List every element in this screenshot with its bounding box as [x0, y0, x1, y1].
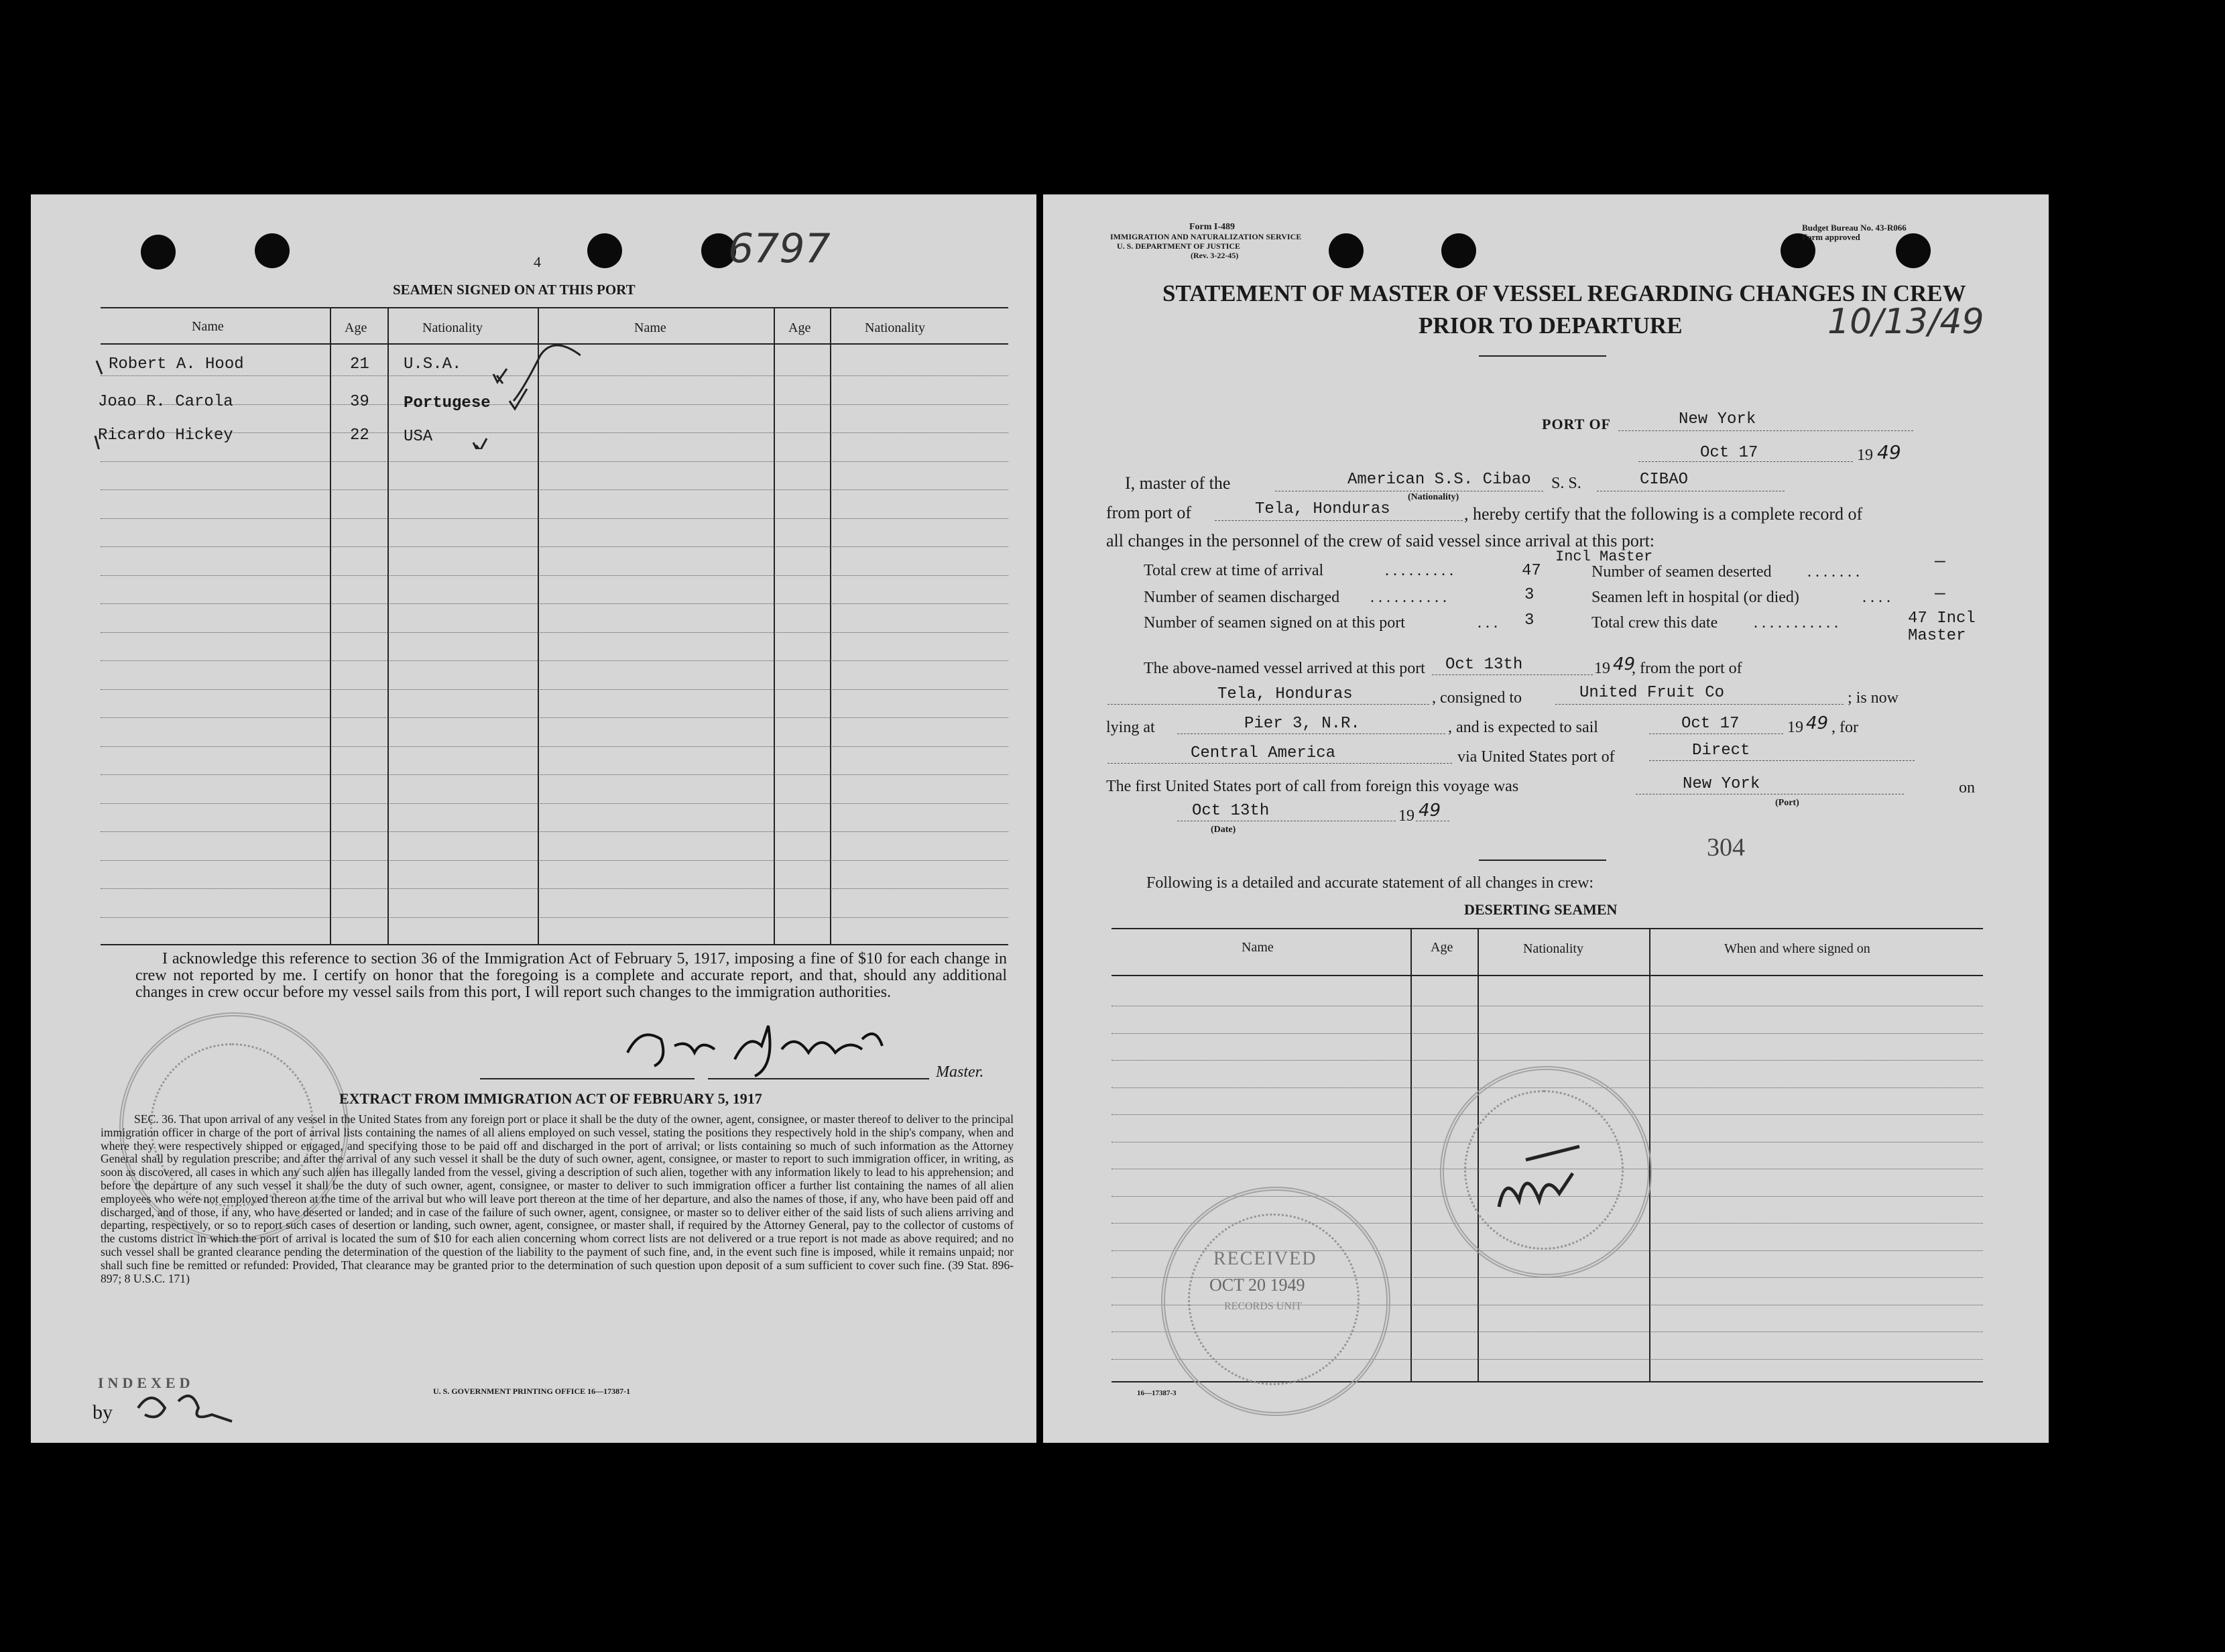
master-label: Master.: [936, 1063, 984, 1081]
agency-line-1: IMMIGRATION AND NATURALIZATION SERVICE: [1110, 232, 1302, 241]
year-prefix: 19: [1857, 447, 1873, 464]
master-signature: [621, 1012, 936, 1079]
ss-value: CIBAO: [1640, 471, 1689, 489]
seaman-name: Joao R. Carola: [98, 393, 233, 411]
changes-text: all changes in the personnel of the crew of said vessel since arrival at this port:: [1106, 531, 1655, 550]
right-page: Form I-489 IMMIGRATION AND NATURALIZATION SERVICE U. S. DEPARTMENT OF JUSTICE (Rev. 3-22-45) Budget Bureau No. 43-R066 Form approved STATEMENT OF MASTER OF VESSEL REGARDING CHANGES IN CREW PRIOR TO DEPARTURE 10/13/49 PORT OF New York Oct 17 19 49 I, master of the American S.S. Cibao (Nationality) S. S. CIBAO from port of Tela, Honduras , hereby certify that the following is a complete record of all changes in the personnel of the crew of said vessel since arrival at this port: Total crew at time of arrival ......... 47 Incl Master Number of seamen deserted ....... — Number of seamen discharged .......... 3 Seamen left in hospital (or died) .... — Number of seamen signed on at this port ... 3 Total crew this date ........... 47 Incl Master The above-named vessel arrived at this port Oct 13th 19 49 , from the port of Tela, Honduras , consigned to United Fruit Co ; is now lying at Pier 3, N.R. , and is expected to sail Oct 17 19 49 , for Central America via United States port of Direct The first United States port of call from foreign this voyage was New York (Port) on Oct 13th (Date) 19 49 304 Following is a detailed and accurate statement of all changes in crew: DESERTING SEAMEN Name Age Nationality When and where signed on RECEIVED OCT 20 1949 RECORDS UNIT 16—17387-3: [1043, 194, 2049, 1443]
discharged-value: 3: [1524, 586, 1535, 604]
table-row-line: [101, 461, 1008, 462]
signature-line: [708, 1078, 929, 1079]
fill-line: [1215, 520, 1463, 521]
table-row-line: [101, 575, 1008, 576]
date-caption: (Date): [1211, 825, 1236, 835]
fill-line: [1618, 430, 1913, 431]
header-name: Name: [1242, 940, 1274, 955]
initials-signature: [131, 1381, 239, 1428]
port-label: PORT OF: [1542, 416, 1611, 432]
table-row-line: [101, 917, 1008, 918]
year-value: 49: [1877, 441, 1901, 463]
seaman-nationality: USA: [404, 428, 433, 446]
table-row-line: [101, 546, 1008, 547]
section-rule: [1479, 860, 1606, 861]
nationality-vessel: American S.S. Cibao: [1347, 471, 1531, 489]
indexed-stamp: INDEXED: [98, 1374, 194, 1391]
punch-hole: [1329, 233, 1364, 268]
table-bottom-rule: [101, 944, 1008, 945]
arrived-year: 49: [1613, 654, 1636, 674]
page-number: 4: [534, 253, 541, 270]
header-nationality: Nationality: [422, 320, 483, 335]
deserting-title: DESERTING SEAMEN: [1464, 901, 1618, 918]
is-now-label: ; is now: [1848, 689, 1899, 707]
header-when-where: When and where signed on: [1724, 941, 1870, 956]
table-column-rule: [830, 307, 831, 944]
deserted-label: Number of seamen deserted: [1591, 563, 1772, 581]
total-crew-arrival-value: 47: [1522, 562, 1541, 580]
arrived-value: Oct 13th: [1445, 656, 1523, 674]
officer-initials: [1486, 1133, 1620, 1240]
handwritten-number: 6797: [728, 225, 831, 272]
title-line-1: STATEMENT OF MASTER OF VESSEL REGARDING CHANGES IN CREW: [1162, 280, 1966, 306]
signed-on-value: 3: [1524, 611, 1535, 630]
hospital-label: Seamen left in hospital (or died): [1591, 589, 1799, 606]
sail-label: , and is expected to sail: [1448, 719, 1598, 736]
table-row-line: [101, 603, 1008, 604]
first-port-value: New York: [1683, 775, 1760, 793]
table-row-line: [101, 831, 1008, 832]
master-of-label: I, master of the: [1125, 473, 1231, 493]
consignee-value: United Fruit Co: [1579, 684, 1725, 702]
budget-line-1: Budget Bureau No. 43-R066: [1802, 223, 1907, 233]
revision: (Rev. 3-22-45): [1191, 251, 1239, 260]
seaman-age: 39: [350, 393, 369, 411]
signature-line: [480, 1078, 695, 1079]
first-port-label: The first United States port of call from foreign this voyage was: [1106, 778, 1519, 795]
header-name-2: Name: [634, 320, 666, 335]
fill-line: [1432, 674, 1593, 675]
via-value: Direct: [1692, 742, 1750, 760]
punch-hole: [141, 235, 176, 270]
table-top-rule: [101, 307, 1008, 308]
table-row-line: [101, 632, 1008, 633]
table-row-line: [101, 774, 1008, 775]
seaman-age: 22: [350, 426, 369, 445]
header-age-2: Age: [788, 320, 811, 335]
fill-line: [1107, 704, 1429, 705]
fill-line: [1107, 763, 1452, 764]
lying-at-label: lying at: [1106, 719, 1155, 736]
following-text: Following is a detailed and accurate statement of all changes in crew:: [1146, 874, 1594, 892]
section-title: SEAMEN SIGNED ON AT THIS PORT: [393, 282, 636, 298]
seaman-age: 21: [350, 355, 369, 373]
table-column-rule: [774, 307, 775, 944]
port-caption: (Port): [1775, 798, 1799, 808]
punch-hole: [587, 233, 622, 268]
seaman-nationality: U.S.A.: [404, 355, 462, 373]
port-value: New York: [1679, 410, 1756, 428]
hospital-value: —: [1935, 583, 1945, 603]
destination-value: Central America: [1191, 744, 1336, 762]
consigned-label: , consigned to: [1432, 689, 1522, 707]
first-port-year: 49: [1419, 801, 1441, 821]
total-crew-arrival-label: Total crew at time of arrival: [1144, 562, 1324, 579]
extract-text: SEC. 36. That upon arrival of any vessel in the United States from any foreign port or place it shall be the duty of the owner, agent, consignee, or master thereof to deliver to the principal immigration officer in charge of the port of arrival lists containing the names of all aliens employed on such vessel, stating the positions they respectively hold in the ship's company, when and where they were respectively shipped or engaged, and specifying those to be paid off and discharged in the port of arrival; or lists containing so much of such information as the Attorney General shall by regulation prescribe; and after the arrival of any such vessel it shall be the duty of such owner, agent, consignee, or master to report to such immigration officer, in writing, as soon as discovered, all cases in which any such alien has illegally landed from the vessel, giving a description of such alien, together with any information likely to lead to his apprehension; and before the departure of any such vessel it shall be the duty of such owner, agent, consignee, or master to deliver to such immigration officer a further list containing the names of all alien employees who were not employed thereon at the time of the arrival but who will leave port thereon at the time of her departure, and also the names of those, if any, who have been paid off and discharged, and of those, if any, who have deserted or landed; and in case of the failure of such owner, agent, consignee, or master so to deliver either of the said lists of such aliens arriving and departing, respectively, or so to report such cases of desertion or landing, such owner, agent, consignee, or master shall, if required by the Attorney General, pay to the collector of customs of the customs district in which the port of arrival is located the sum of $10 for each alien concerning whom correct lists are not delivered or a true report is not made as above required; and no such vessel shall be granted clearance pending the determination of the question of the liability to the payment of such fine, and, in the event such fine is imposed, while it remains unpaid; nor shall such fine be remitted or refunded: Provided, That clearance may be granted prior to the determination of such question upon deposit of a sum sufficient to cover such fine. (39 Stat. 896-897; 8 U.S.C. 171): [101, 1112, 1014, 1285]
footer-code: 16—17387-3: [1137, 1389, 1177, 1397]
fill-line: [1555, 704, 1844, 705]
title-rule: [1479, 355, 1606, 357]
table-row-line: [101, 860, 1008, 861]
total-crew-date-label: Total crew this date: [1591, 614, 1718, 632]
check-marks-graphic: [84, 342, 581, 449]
table-row-line: [101, 717, 1008, 718]
table-top-rule: [1111, 928, 1983, 929]
fill-line: [1649, 733, 1783, 734]
fill-line: [1177, 733, 1445, 734]
stamp-received-label: RECEIVED: [1213, 1248, 1317, 1269]
table-row-line: [101, 746, 1008, 747]
table-row-line: [101, 803, 1008, 804]
table-header-rule: [1111, 975, 1983, 976]
stamped-number: 304: [1707, 833, 1745, 862]
punch-hole: [1441, 233, 1476, 268]
on-label: on: [1959, 779, 1975, 796]
from-port-label: from port of: [1106, 503, 1192, 522]
acknowledgement-text: I acknowledge this reference to section 36 of the Immigration Act of February 5, 1917, imposing a fine of $10 for each change in crew not reported by me. I certify on honor that the foregoing is a complete and accurate report, and that, should any additional changes in crew occur before my vessel sails from this port, I will report such changes to the immigration authorities.: [135, 950, 1007, 1001]
table-column-rule: [1410, 928, 1412, 1381]
sail-year: 49: [1806, 713, 1829, 733]
left-page: [31, 194, 1036, 1443]
header-nationality: Nationality: [1523, 941, 1583, 956]
total-crew-date-value: 47 Incl Master: [1908, 609, 1976, 645]
header-age: Age: [1431, 940, 1453, 955]
arrived-label: The above-named vessel arrived at this port: [1144, 660, 1425, 677]
table-row-line: [101, 689, 1008, 690]
seaman-name: Robert A. Hood: [109, 355, 244, 373]
table-row-line: [101, 888, 1008, 889]
fill-line: [1649, 760, 1915, 761]
deserted-value: —: [1935, 551, 1945, 571]
table-row-line: [101, 660, 1008, 661]
punch-hole: [1896, 233, 1931, 268]
signed-on-label: Number of seamen signed on at this port: [1144, 614, 1405, 632]
from-the-port-label: , from the port of: [1632, 660, 1742, 677]
incl-master-note: Incl Master: [1555, 548, 1653, 565]
handwritten-date: 10/13/49: [1827, 302, 1984, 342]
first-port-date: Oct 13th: [1192, 802, 1270, 820]
stamp-records-unit: RECORDS UNIT: [1224, 1301, 1303, 1312]
table-row-line: [101, 518, 1008, 519]
table-row-line: [101, 489, 1008, 490]
fill-line: [1638, 461, 1853, 462]
certify-text: , hereby certify that the following is a complete record of: [1464, 504, 1863, 524]
header-nationality-2: Nationality: [865, 320, 925, 335]
from-port-value: Tela, Honduras: [1255, 500, 1390, 518]
for-label: , for: [1831, 719, 1858, 736]
punch-hole: [255, 233, 290, 268]
seaman-nationality: Portugese: [404, 394, 491, 412]
form-number: Form I-489: [1189, 222, 1236, 232]
by-label: by: [93, 1401, 113, 1423]
discharged-label: Number of seamen discharged: [1144, 589, 1340, 606]
budget-line-2: Form approved: [1802, 232, 1860, 242]
seaman-name: Ricardo Hickey: [98, 426, 233, 445]
table-row-line: [1111, 1060, 1983, 1061]
date-value: Oct 17: [1700, 444, 1758, 462]
sail-value: Oct 17: [1681, 715, 1740, 733]
origin-value: Tela, Honduras: [1217, 685, 1353, 703]
via-label: via United States port of: [1457, 748, 1615, 766]
stamp-received-date: OCT 20 1949: [1209, 1275, 1305, 1295]
title-line-2: PRIOR TO DEPARTURE: [1419, 312, 1683, 339]
nationality-caption: (Nationality): [1408, 492, 1459, 502]
header-age: Age: [345, 320, 367, 335]
printing-office: U. S. GOVERNMENT PRINTING OFFICE 16—17387-1: [433, 1386, 631, 1396]
agency-line-2: U. S. DEPARTMENT OF JUSTICE: [1117, 241, 1241, 251]
lying-at-value: Pier 3, N.R.: [1244, 715, 1360, 733]
extract-title: EXTRACT FROM IMMIGRATION ACT OF FEBRUARY 5, 1917: [339, 1090, 762, 1107]
header-name: Name: [192, 319, 224, 334]
ss-label: S. S.: [1551, 475, 1581, 492]
table-row-line: [1111, 1033, 1983, 1034]
